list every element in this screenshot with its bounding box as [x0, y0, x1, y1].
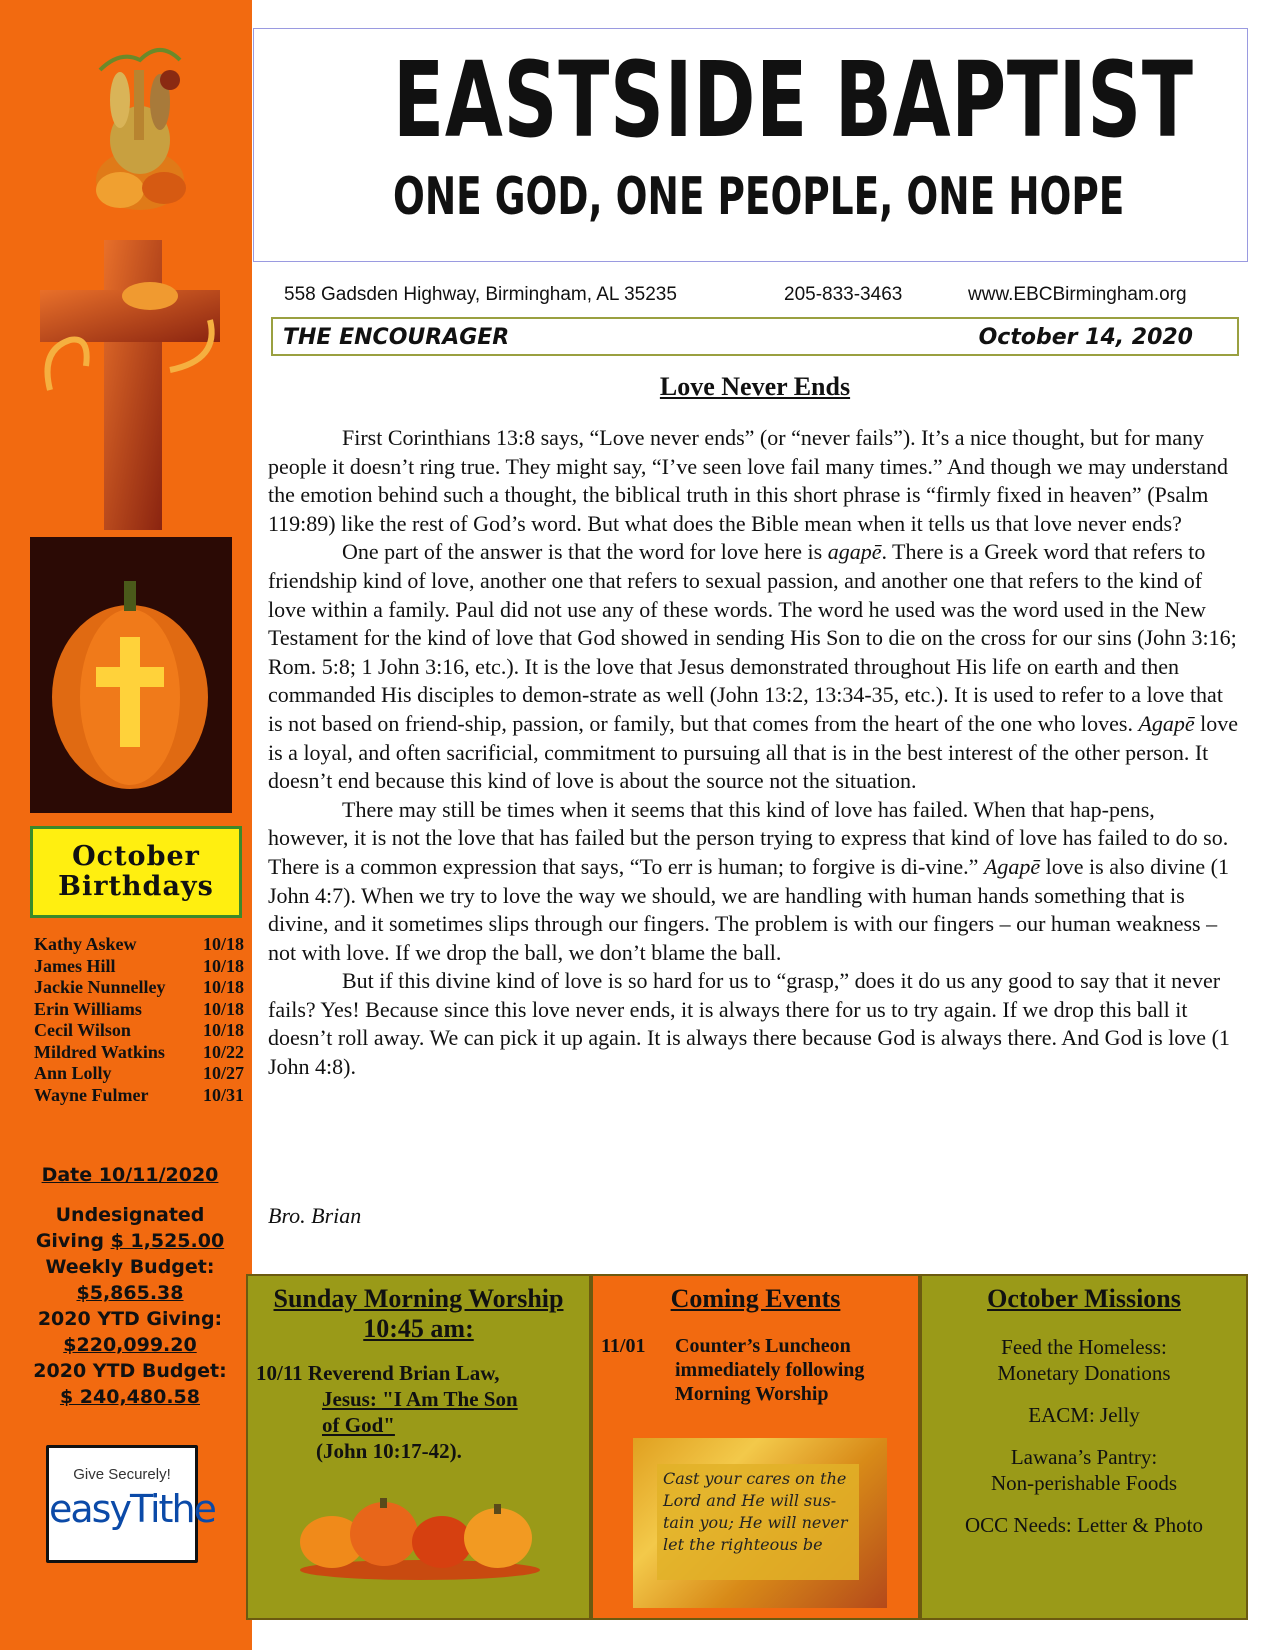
giving-value: $ 1,525.00 [110, 1230, 225, 1252]
agape-term: agapē [827, 539, 882, 565]
sermon-scripture: (John 10:17-42). [316, 1439, 462, 1463]
giving-report [8, 1162, 252, 1410]
birthday-name: Wayne Fulmer [34, 1084, 149, 1105]
article-signature: Bro. Brian [268, 1203, 362, 1228]
article-paragraph [268, 538, 1240, 795]
birthday-date: 10/18 [202, 955, 244, 976]
birthday-date: 10/18 [202, 934, 244, 954]
ytd-giving-value: $220,099.20 [63, 1334, 197, 1356]
missions-panel [920, 1274, 1248, 1620]
church-name: EASTSIDE BAPTIST [393, 39, 1194, 161]
birthday-name: James Hill [34, 955, 116, 976]
birthday-heading-line1: October [72, 841, 200, 872]
autumn-leaves-verse-card [633, 1438, 887, 1608]
easytithe-logo: easyTithe [49, 1487, 215, 1531]
agape-term: Agapē [983, 853, 1041, 879]
birthday-date: 10/27 [202, 1063, 244, 1083]
birthday-name: Jackie Nunnelley [34, 977, 166, 997]
worship-title-line2: 10:45 am: [363, 1314, 474, 1343]
article-title: Love Never Ends [659, 372, 851, 401]
worship-title [248, 1284, 589, 1344]
text-run: love is a loyal, and often sacrificial, commitment to pursuing all that is in the best interest of the other person. It doesn’t end because this kind of love is about the source not the situation. [268, 710, 1239, 794]
worship-panel [246, 1274, 591, 1620]
mission-item: OCC Needs: Letter & Photo [965, 1513, 1203, 1537]
birthday-row [34, 934, 244, 956]
birthday-name: Mildred Watkins [34, 1041, 165, 1062]
worship-speaker: 10/11 Reverend Brian Law, [256, 1361, 500, 1385]
article-body [268, 424, 1240, 1082]
left-sidebar [0, 0, 252, 1650]
events-panel [591, 1274, 920, 1620]
verse-text: Cast your cares on the Lord and He will sus-tain you; He will never let the righteous be [657, 1464, 859, 1580]
birthday-name: Kathy Askew [34, 934, 137, 954]
birthday-date: 10/18 [202, 1020, 244, 1040]
event-line: immediately following [675, 1359, 865, 1381]
harvest-cornucopia-illustration [80, 30, 200, 230]
event-date: 11/01 [601, 1335, 646, 1357]
event-line: Counter’s Luncheon [675, 1335, 851, 1357]
event-item [593, 1334, 918, 1406]
missions-list [922, 1334, 1246, 1538]
birthday-date: 10/31 [202, 1084, 244, 1105]
worship-details [248, 1360, 589, 1464]
sermon-title-cont: of God" [322, 1413, 395, 1437]
birthday-row [34, 1020, 244, 1042]
article-paragraph: But if this divine kind of love is so hard for us to “grasp,” does it do us any good to say that it never fails? Yes! Because since this love never ends, it is always there for us to try again. If we drop this ball it doesn’t roll away. We can pick it up again. It is always there because God is always there. And God is love (1 John 4:8). [268, 968, 1230, 1080]
birthday-list [34, 934, 244, 1106]
mission-item-detail: Monetary Donations [997, 1361, 1171, 1385]
birthday-name: Erin Williams [34, 998, 142, 1019]
event-description [675, 1334, 864, 1406]
birthday-date: 10/18 [202, 977, 244, 997]
worship-title-line1: Sunday Morning Worship [273, 1284, 564, 1313]
text-run: . There is a Greek word that refers to friendship kind of love, another one that refers to sexual passion, and another one that refers to the kind of love within a family. Paul did not use any of these words. The word he used was the word used in the New Testament for the kind of love that God showed in sending His Son to die on the cross for our sins (John 3:16; Rom. 5:8; 1 John 3:16, etc.). It is the love that Jesus demonstrated throughout His life on earth and then commanded His disciples to demon-strate as well (John 13:2, 13:34-35, etc.). It is used to refer to a love that is not based on friend-ship, passion, or family, but that comes from the heart of the one who loves. [268, 539, 1237, 736]
ytd-giving-label: 2020 YTD Giving: [37, 1308, 223, 1330]
article-paragraph: First Corinthians 13:8 says, “Love never ends” (or “never fails”). It’s a nice thought, but for many people it doesn’t ring true. They might say, “I’ve seen love fail many times.” And though we may understand the emotion behind such a thought, the biblical truth in this short phrase is “firmly fixed in heaven” (Psalm 119:89) like the rest of God’s word. But what does the Bible mean when it tells us that love never ends? [268, 425, 1229, 536]
birthday-date: 10/18 [202, 998, 244, 1019]
giving-line [8, 1228, 252, 1254]
mission-item-detail: Non-perishable Foods [990, 1471, 1178, 1495]
birthday-row [34, 956, 244, 978]
birthday-row [34, 977, 244, 999]
birthday-row [34, 1042, 244, 1064]
text-run: There may still be times when it seems that this kind of love has failed. When that hap-pens, however, it is not the love that has failed but the person trying to express that kind of love has failed to do so. There is a common expression that says, “To err is human; to forgive is di-vine.” [268, 796, 1229, 879]
birthday-row [34, 1063, 244, 1085]
sermon-title: Jesus: "I Am The Son [322, 1387, 518, 1411]
weekly-budget-label: Weekly Budget: [45, 1256, 215, 1278]
mission-item: Feed the Homeless: [1001, 1335, 1167, 1359]
birthday-date: 10/22 [202, 1041, 244, 1062]
giving-label: Giving [35, 1230, 111, 1252]
birthday-row [34, 999, 244, 1021]
events-title: Coming Events [670, 1284, 841, 1313]
undesignated-label: Undesignated [55, 1204, 205, 1226]
birthday-name: Cecil Wilson [34, 1020, 131, 1040]
cross-carved-pumpkin-photo [30, 537, 232, 813]
mission-item: Lawana’s Pantry: [1010, 1445, 1158, 1469]
mission-item: EACM: Jelly [1028, 1403, 1140, 1427]
masthead [253, 28, 1248, 262]
phone: 205-833-3463 [784, 284, 903, 305]
weekly-budget-value: $5,865.38 [76, 1282, 184, 1304]
address: 558 Gadsden Highway, Birmingham, AL 35235 [284, 284, 677, 305]
newsletter-date: October 14, 2020 [978, 325, 1193, 350]
easytithe-link[interactable] [46, 1445, 215, 1563]
event-line: Morning Worship [675, 1383, 829, 1405]
ytd-budget-value: $ 240,480.58 [59, 1386, 201, 1408]
text-run: love is also divine (1 John 4:7). When we try to love the way we should, we are handling with human hands something that is divine, and it sometimes slips through our fingers. The problem is with our fingers – our human weakness – not with love. If we drop the ball, we don’t blame the ball. [268, 853, 1229, 965]
pumpkins-illustration [292, 1484, 548, 1580]
give-securely-text: Give Securely! [73, 1466, 171, 1483]
ytd-budget-label: 2020 YTD Budget: [33, 1360, 227, 1382]
agape-term: Agapē [1138, 710, 1195, 736]
birthday-heading-line2: Birthdays [58, 871, 214, 902]
newsletter-bar [271, 317, 1239, 356]
giving-date: Date 10/11/2020 [41, 1164, 219, 1186]
church-tagline: ONE GOD, ONE PEOPLE, ONE HOPE [393, 167, 1125, 227]
birthday-name: Ann Lolly [34, 1063, 112, 1083]
autumn-cross-illustration [30, 240, 250, 530]
text-run: One part of the answer is that the word for love here is [342, 539, 828, 565]
newsletter-name: THE ENCOURAGER [283, 325, 510, 350]
website-link[interactable]: www.EBCBirmingham.org [968, 284, 1187, 305]
october-birthdays-heading [30, 826, 242, 918]
article-paragraph [268, 796, 1240, 968]
birthday-row [34, 1085, 244, 1107]
missions-title: October Missions [987, 1284, 1181, 1313]
